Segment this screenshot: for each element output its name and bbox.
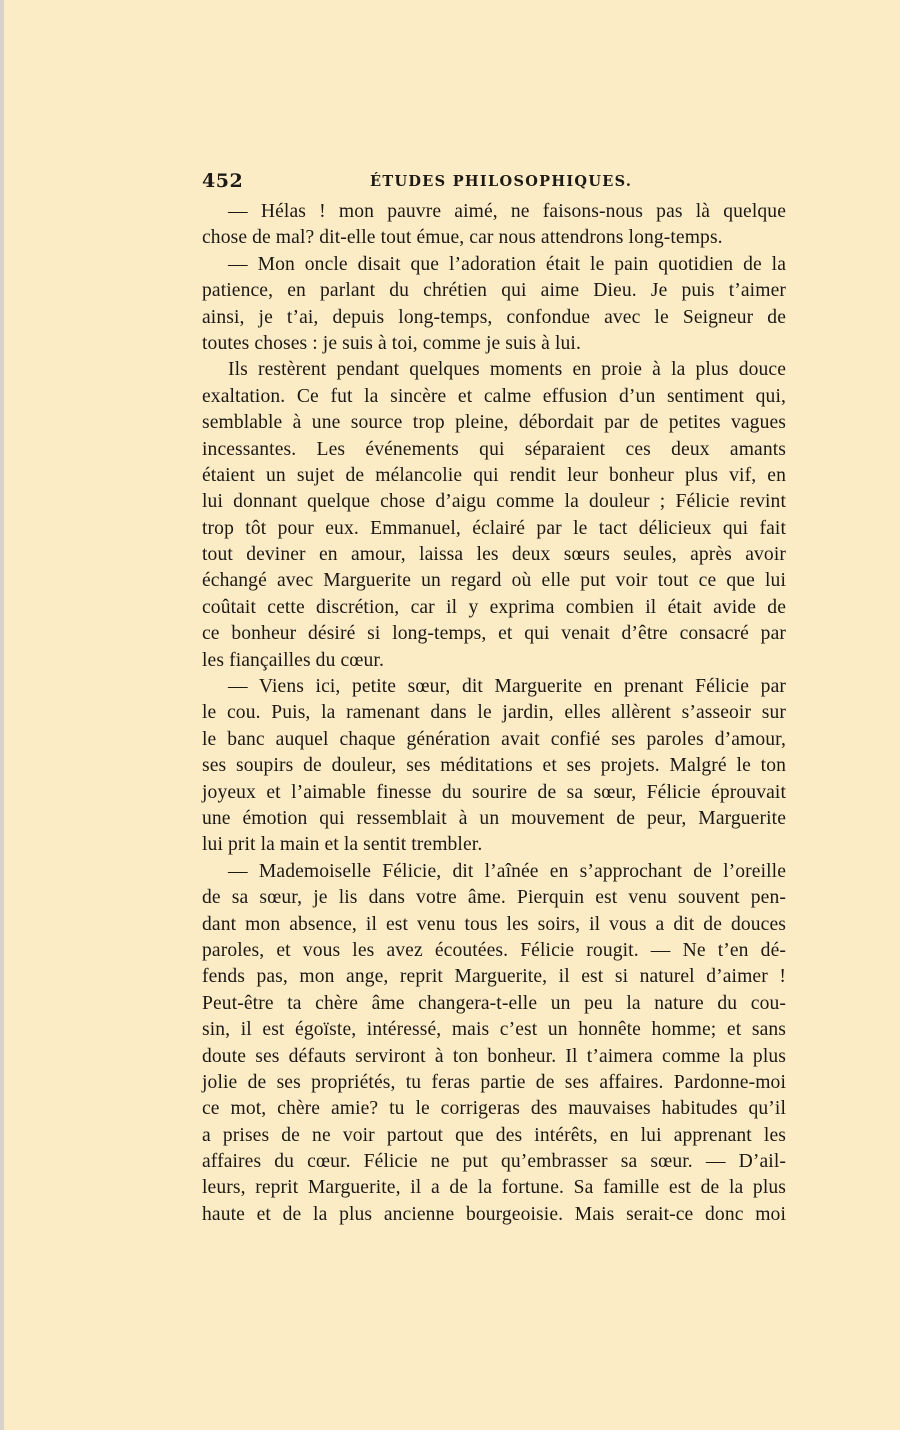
text-line: tout deviner en amour, laissa les deux sœurs seules, après avoir xyxy=(202,544,786,566)
text-line: — Viens ici, petite sœur, dit Marguerite en prenant Félicie par xyxy=(228,676,786,698)
text-line: coûtait cette discrétion, car il y exprima combien il était avide de xyxy=(202,596,786,618)
text-line: étaient un sujet de mélancolie qui rendit leur bonheur plus vif, en xyxy=(202,464,786,486)
text-line: le cou. Puis, la ramenant dans le jardin, elles allèrent s’asseoir sur xyxy=(202,702,786,724)
text-line: le banc auquel chaque génération avait confié ses paroles d’amour, xyxy=(202,728,786,750)
text-line: leurs, reprit Marguerite, il a de la fortune. Sa famille est de la plus xyxy=(202,1177,786,1199)
text-line: lui donnant quelque chose d’aigu comme la douleur ; Félicie revint xyxy=(202,491,786,513)
text-line: les fiançailles du cœur. xyxy=(202,649,384,671)
body-text xyxy=(202,199,786,1228)
text-line: Ils restèrent pendant quelques moments en proie à la plus douce xyxy=(228,359,786,381)
text-line: ce bonheur désiré si long-temps, et qui venait d’être consacré par xyxy=(202,623,786,645)
text-line: ce mot, chère amie? tu le corrigeras des mauvaises habitudes qu’il xyxy=(202,1098,786,1120)
text-line: ainsi, je t’ai, depuis long-temps, confondue avec le Seigneur de xyxy=(202,306,786,328)
text-line: patience, en parlant du chrétien qui aime Dieu. Je puis t’aimer xyxy=(202,280,786,302)
text-line: exaltation. Ce fut la sincère et calme effusion d’un sentiment qui, xyxy=(202,385,786,407)
running-title: ÉTUDES PHILOSOPHIQUES. xyxy=(370,173,633,190)
text-line: dant mon absence, il est venu tous les soirs, il vous a dit de douces xyxy=(202,913,786,935)
text-line: haute et de la plus ancienne bourgeoisie. Mais serait-ce donc moi xyxy=(202,1203,786,1225)
text-line: paroles, et vous les avez écoutées. Félicie rougit. — Ne t’en dé- xyxy=(202,939,786,961)
text-line: ses soupirs de douleur, ses méditations et ses projets. Malgré le ton xyxy=(202,755,786,777)
page-header xyxy=(202,170,786,194)
text-line: Peut-être ta chère âme changera-t-elle un peu la nature du cou- xyxy=(202,992,786,1014)
text-line: chose de mal? dit-elle tout émue, car nous attendrons long-temps. xyxy=(202,227,723,249)
text-line: jolie de ses propriétés, tu feras partie de ses affaires. Pardonne-moi xyxy=(202,1071,786,1093)
text-line: lui prit la main et la sentit trembler. xyxy=(202,834,483,856)
text-line: échangé avec Marguerite un regard où elle put voir tout ce que lui xyxy=(202,570,786,592)
text-line: — Mon oncle disait que l’adoration était le pain quotidien de la xyxy=(228,253,786,275)
text-line: de sa sœur, je lis dans votre âme. Pierquin est venu souvent pen- xyxy=(202,887,786,909)
text-line: une émotion qui ressemblait à un mouvement de peur, Marguerite xyxy=(202,807,786,829)
text-line: fends pas, mon ange, reprit Marguerite, il est si naturel d’aimer ! xyxy=(202,966,786,988)
text-line: toutes choses : je suis à toi, comme je suis à lui. xyxy=(202,332,581,354)
text-line: doute ses défauts serviront à ton bonheur. Il t’aimera comme la plus xyxy=(202,1045,786,1067)
text-line: trop tôt pour eux. Emmanuel, éclairé par le tact délicieux qui fait xyxy=(202,517,786,539)
text-line: — Hélas ! mon pauvre aimé, ne faisons-nous pas là quelque xyxy=(228,201,786,222)
text-line: affaires du cœur. Félicie ne put qu’embrasser sa sœur. — D’ail- xyxy=(202,1151,786,1173)
text-line: — Mademoiselle Félicie, dit l’aînée en s’approchant de l’oreille xyxy=(228,860,786,882)
text-line: a prises de ne voir partout que des intérêts, en lui apprenant les xyxy=(202,1124,786,1146)
page-number: 452 xyxy=(202,170,244,192)
text-line: joyeux et l’aimable finesse du sourire de sa sœur, Félicie éprouvait xyxy=(202,781,786,803)
text-line: sin, il est égoïste, intéressé, mais c’est un honnête homme; et sans xyxy=(202,1019,786,1041)
text-line: semblable à une source trop pleine, débordait par de petites vagues xyxy=(202,412,786,434)
text-line: incessantes. Les événements qui séparaient ces deux amants xyxy=(202,438,786,460)
